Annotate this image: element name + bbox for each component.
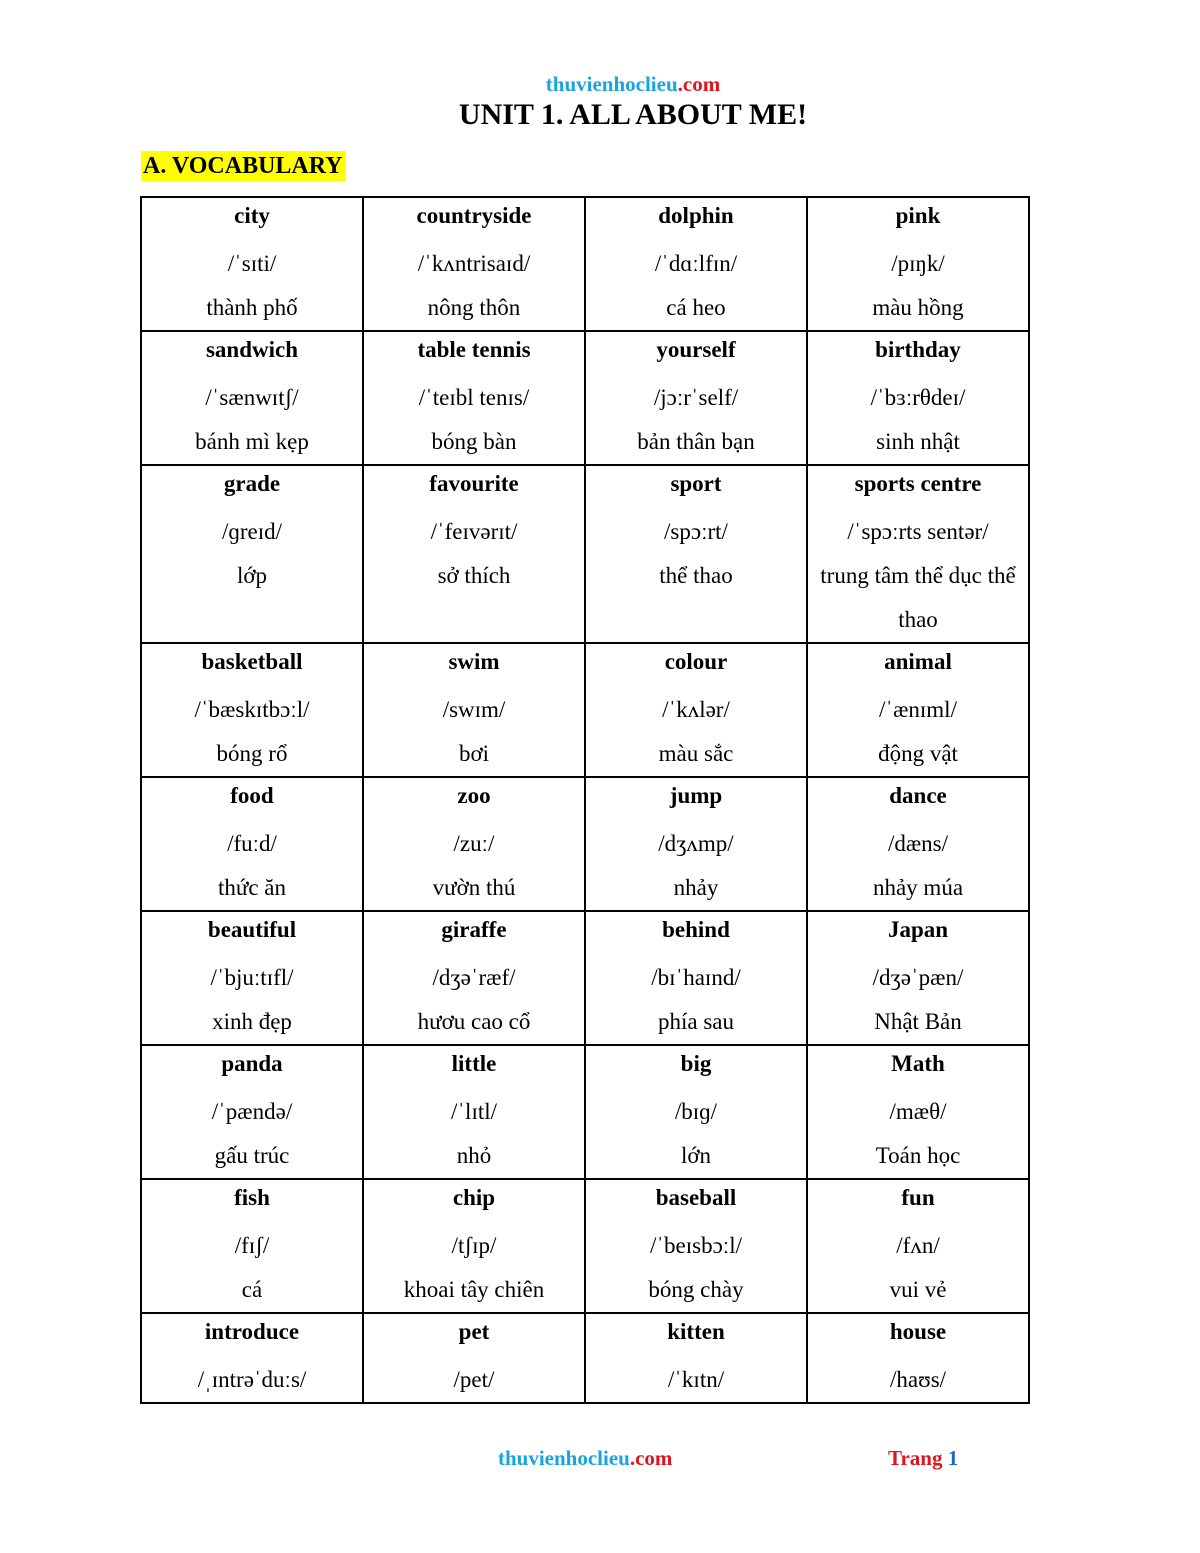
- vocab-ipa: /dʒʌmp/: [658, 831, 734, 856]
- vocab-ipa: /tʃɪp/: [451, 1233, 497, 1258]
- vocab-word: Japan: [887, 917, 949, 942]
- vocab-cell: [585, 1179, 807, 1313]
- vocab-ipa: /mæθ/: [889, 1099, 947, 1124]
- vocab-word: grade: [223, 471, 281, 496]
- vocab-word: sandwich: [205, 337, 299, 362]
- vocab-cell: [141, 643, 363, 777]
- vocab-cell: [363, 465, 585, 643]
- vocab-ipa: /swɪm/: [442, 697, 506, 722]
- vocab-meaning: Toán học: [875, 1143, 961, 1168]
- vocab-meaning: màu hồng: [872, 295, 964, 320]
- vocab-ipa: /dʒəˈræf/: [432, 965, 516, 990]
- vocab-meaning: Nhật Bản: [874, 1009, 962, 1034]
- page-number-value: 1: [947, 1446, 959, 1470]
- vocab-word: animal: [884, 649, 952, 674]
- page-title: UNIT 1. ALL ABOUT ME!: [458, 98, 808, 131]
- vocab-cell: [807, 1313, 1029, 1403]
- vocab-word: sport: [670, 471, 722, 496]
- vocab-ipa: /ˈkʌntrisaɪd/: [417, 251, 531, 276]
- vocab-word: zoo: [457, 783, 491, 808]
- header-site-link[interactable]: [0, 72, 1200, 97]
- vocab-meaning: cá heo: [666, 295, 726, 320]
- vocab-meaning: vui vẻ: [889, 1277, 947, 1302]
- vocab-word: favourite: [429, 471, 519, 496]
- vocab-meaning: nhảy: [673, 875, 719, 900]
- vocab-ipa: /ˈteɪbl tenɪs/: [418, 385, 530, 410]
- vocab-ipa: /ˈsænwɪtʃ/: [205, 385, 299, 410]
- vocab-cell: [363, 643, 585, 777]
- vocab-ipa: /fuːd/: [227, 831, 277, 856]
- vocab-word: little: [451, 1051, 497, 1076]
- vocab-word: panda: [221, 1051, 283, 1076]
- vocab-word: sports centre: [854, 471, 982, 496]
- vocab-word: kitten: [667, 1319, 725, 1344]
- vocab-ipa: /ˈbæskɪtbɔːl/: [194, 697, 310, 722]
- vocab-ipa: /ˈlɪtl/: [451, 1099, 497, 1124]
- vocab-meaning: bản thân bạn: [637, 429, 755, 454]
- vocab-ipa: /ˌɪntrəˈduːs/: [197, 1367, 307, 1392]
- vocab-word: giraffe: [441, 917, 507, 942]
- vocab-cell: [141, 777, 363, 911]
- page-number-label: Trang: [888, 1446, 943, 1470]
- vocab-meaning: thể thao: [659, 563, 733, 588]
- vocab-word: dolphin: [658, 203, 734, 228]
- vocab-meaning: lớp: [236, 563, 268, 588]
- vocab-ipa: /ˈkʌlər/: [662, 697, 730, 722]
- footer-site-tld: .com: [629, 1446, 673, 1470]
- vocab-cell: [363, 911, 585, 1045]
- vocab-cell: [585, 331, 807, 465]
- vocab-cell: [807, 643, 1029, 777]
- vocab-meaning: bóng chày: [648, 1277, 744, 1302]
- vocab-word: birthday: [875, 337, 961, 362]
- vocab-ipa: /ɡreɪd/: [221, 519, 283, 544]
- header-site-name: thuvienhoclieu: [545, 72, 678, 96]
- vocab-word: chip: [452, 1185, 496, 1210]
- vocab-meaning: động vật: [878, 741, 958, 766]
- vocab-ipa: /ˈbjuːtɪfl/: [210, 965, 294, 990]
- vocabulary-table: [140, 196, 1030, 1404]
- vocab-cell: [585, 1313, 807, 1403]
- footer-site-name: thuvienhoclieu: [498, 1446, 630, 1470]
- vocab-word: yourself: [656, 337, 736, 362]
- vocab-ipa: /bɪɡ/: [674, 1099, 718, 1124]
- vocab-word: big: [680, 1051, 712, 1076]
- vocab-word: baseball: [655, 1185, 737, 1210]
- vocab-ipa: /fɪʃ/: [234, 1233, 270, 1258]
- vocab-meaning: bơi: [458, 741, 490, 766]
- vocab-ipa: /ˈfeɪvərɪt/: [430, 519, 518, 544]
- vocab-word: pet: [458, 1319, 490, 1344]
- vocab-meaning: cá: [241, 1277, 263, 1302]
- vocab-cell: [141, 331, 363, 465]
- vocab-cell: [363, 1313, 585, 1403]
- vocab-word: colour: [664, 649, 728, 674]
- vocab-word: jump: [669, 783, 723, 808]
- vocab-meaning: sở thích: [437, 563, 511, 588]
- vocab-meaning: màu sắc: [658, 741, 734, 766]
- vocab-word: dance: [889, 783, 947, 808]
- vocab-meaning: lớn: [680, 1143, 712, 1168]
- vocab-word: beautiful: [207, 917, 297, 942]
- vocab-meaning: phía sau: [657, 1009, 734, 1034]
- vocab-ipa: /ˈspɔːrts sentər/: [847, 519, 989, 544]
- vocab-ipa: /zuː/: [453, 831, 495, 856]
- vocab-meaning: bánh mì kẹp: [195, 429, 309, 454]
- vocab-meaning: thành phố: [206, 295, 298, 320]
- vocab-row: [141, 331, 1029, 465]
- vocab-meaning: vườn thú: [432, 875, 516, 900]
- vocab-ipa: /ˈænɪml/: [879, 697, 957, 722]
- vocab-ipa: /ˈbɜːrθdeɪ/: [870, 385, 966, 410]
- vocab-word: swim: [448, 649, 500, 674]
- vocab-word: behind: [662, 917, 730, 942]
- vocab-ipa: /fʌn/: [896, 1233, 940, 1258]
- vocab-cell: [807, 197, 1029, 331]
- vocab-meaning: khoai tây chiên: [403, 1277, 545, 1302]
- vocab-word: Math: [891, 1051, 945, 1076]
- vocab-cell: [141, 465, 363, 643]
- vocab-ipa: /dæns/: [887, 831, 949, 856]
- vocab-cell: [363, 1045, 585, 1179]
- vocab-cell: [141, 197, 363, 331]
- vocab-cell: [141, 1313, 363, 1403]
- vocab-word: fun: [901, 1185, 935, 1210]
- vocab-ipa: /spɔːrt/: [664, 519, 728, 544]
- vocab-ipa: /ˈkɪtn/: [667, 1367, 725, 1392]
- vocab-meaning: hươu cao cổ: [417, 1009, 531, 1034]
- vocab-meaning: bóng rổ: [216, 741, 288, 766]
- vocab-ipa: /jɔːrˈself/: [653, 385, 739, 410]
- vocab-word: table tennis: [417, 337, 531, 362]
- vocab-cell: [807, 465, 1029, 643]
- vocab-cell: [585, 643, 807, 777]
- vocab-cell: [585, 197, 807, 331]
- vocab-meaning: nhỏ: [456, 1143, 492, 1168]
- vocab-row: [141, 1045, 1029, 1179]
- vocabulary-table-body: [141, 197, 1029, 1403]
- vocab-cell: [807, 777, 1029, 911]
- footer-site-link[interactable]: [498, 1446, 672, 1471]
- vocab-row: [141, 777, 1029, 911]
- vocab-row: [141, 197, 1029, 331]
- vocab-ipa: /haʊs/: [889, 1367, 947, 1392]
- vocab-ipa: /ˈsɪti/: [227, 251, 277, 276]
- vocab-ipa: /pet/: [453, 1367, 495, 1392]
- vocab-cell: [585, 465, 807, 643]
- vocab-cell: [363, 331, 585, 465]
- vocab-row: [141, 465, 1029, 643]
- vocab-word: food: [230, 783, 274, 808]
- vocab-cell: [363, 197, 585, 331]
- vocab-row: [141, 1179, 1029, 1313]
- vocab-word: introduce: [204, 1319, 300, 1344]
- vocab-cell: [141, 911, 363, 1045]
- vocab-cell: [807, 1179, 1029, 1313]
- vocab-ipa: /bɪˈhaɪnd/: [651, 965, 741, 990]
- vocab-word: basketball: [201, 649, 303, 674]
- vocab-row: [141, 911, 1029, 1045]
- vocab-row: [141, 643, 1029, 777]
- section-heading: A. VOCABULARY: [141, 151, 346, 181]
- header-site-tld: .com: [677, 72, 721, 96]
- vocab-cell: [585, 1045, 807, 1179]
- vocab-cell: [807, 911, 1029, 1045]
- vocab-cell: [141, 1045, 363, 1179]
- vocab-cell: [585, 777, 807, 911]
- vocab-cell: [363, 777, 585, 911]
- vocab-meaning: thức ăn: [217, 875, 287, 900]
- vocab-meaning: xinh đẹp: [212, 1009, 292, 1034]
- vocab-ipa: /dʒəˈpæn/: [872, 965, 964, 990]
- vocab-meaning: nông thôn: [427, 295, 521, 320]
- vocab-cell: [807, 331, 1029, 465]
- vocab-ipa: /ˈpændə/: [211, 1099, 293, 1124]
- vocab-meaning: trung tâm thể dục thể thao: [820, 563, 1016, 632]
- vocab-cell: [585, 911, 807, 1045]
- vocab-cell: [807, 1045, 1029, 1179]
- vocab-meaning: nhảy múa: [872, 875, 964, 900]
- vocab-ipa: /pɪŋk/: [891, 251, 945, 276]
- vocab-word: city: [234, 203, 270, 228]
- vocab-ipa: /ˈdɑːlfɪn/: [654, 251, 738, 276]
- vocab-word: countryside: [416, 203, 532, 228]
- vocab-word: fish: [234, 1185, 270, 1210]
- vocab-meaning: bóng bàn: [431, 429, 517, 454]
- vocab-cell: [363, 1179, 585, 1313]
- vocab-ipa: /ˈbeɪsbɔːl/: [650, 1233, 742, 1258]
- vocab-cell: [141, 1179, 363, 1313]
- vocab-meaning: sinh nhật: [876, 429, 960, 454]
- vocab-word: house: [889, 1319, 947, 1344]
- vocab-meaning: gấu trúc: [214, 1143, 290, 1168]
- page-number: [888, 1446, 958, 1471]
- vocab-word: pink: [895, 203, 941, 228]
- vocab-row: [141, 1313, 1029, 1403]
